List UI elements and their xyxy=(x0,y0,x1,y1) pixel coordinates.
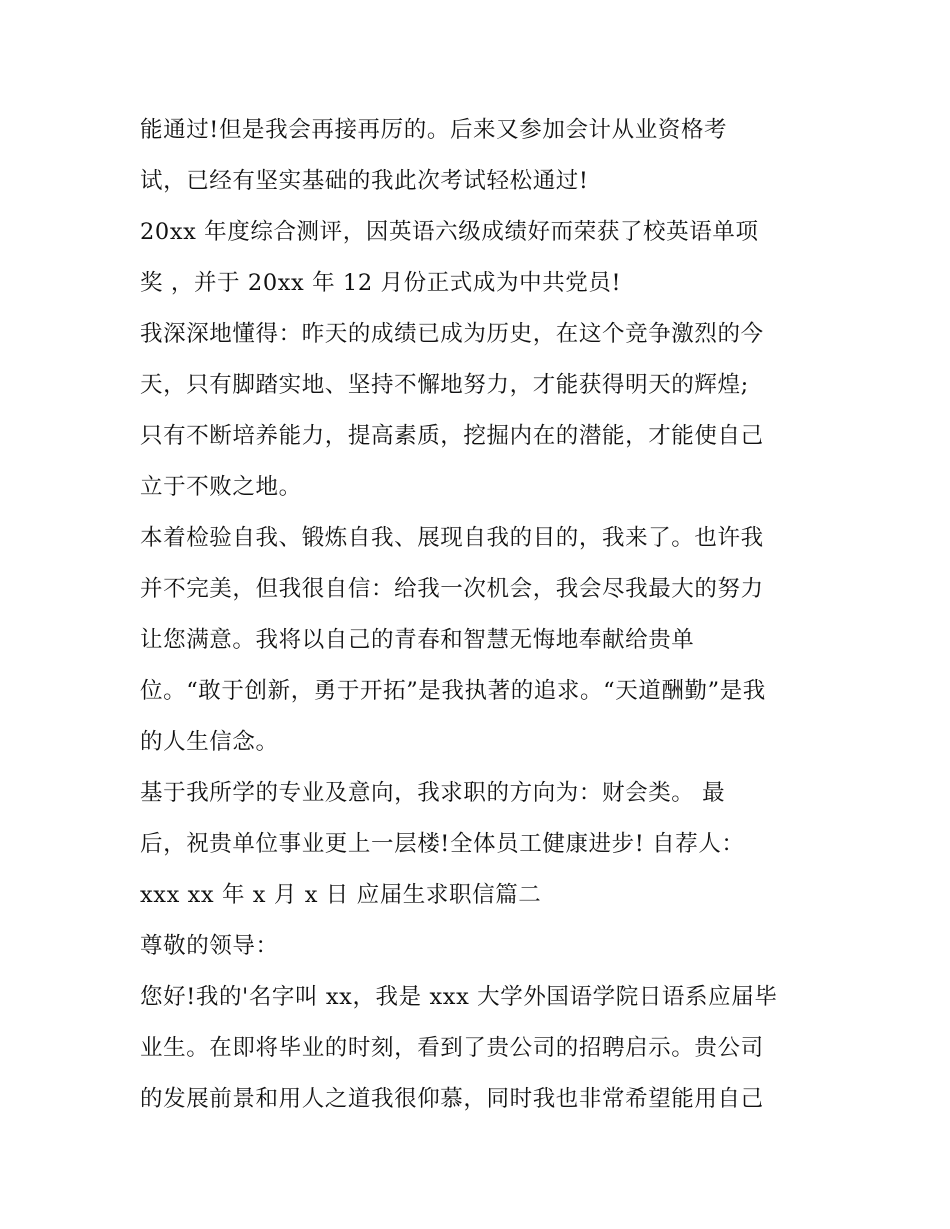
text-line: 位。“敢于创新，勇于开拓”是我执著的追求。“天道酬勤”是我 xyxy=(140,678,766,704)
text-line: 立于不败之地。 xyxy=(140,474,302,500)
text-line: 的人生信念。 xyxy=(140,729,279,755)
text-line: 尊敬的领导： xyxy=(140,933,279,959)
text-line: 试，已经有坚实基础的我此次考试轻松通过! xyxy=(140,168,589,194)
text-line: 基于我所学的专业及意向，我求职的方向为：财会类。 最 xyxy=(140,780,726,806)
text-line: 能通过!但是我会再接再厉的。后来又参加会计从业资格考 xyxy=(140,117,728,143)
text-line: 我深深地懂得：昨天的成绩已成为历史，在这个竞争激烈的今 xyxy=(140,321,764,347)
text-line: 让您满意。我将以自己的青春和智慧无悔地奉献给贵单 xyxy=(140,627,695,653)
text-line: xxx xx 年 x 月 x 日 应届生求职信篇二 xyxy=(140,882,542,908)
text-line: 的发展前景和用人之道我很仰慕，同时我也非常希望能用自己 xyxy=(140,1086,764,1112)
text-line: 天，只有脚踏实地、坚持不懈地努力，才能获得明天的辉煌; xyxy=(140,372,749,398)
text-line: 业生。在即将毕业的时刻，看到了贵公司的招聘启示。贵公司 xyxy=(140,1035,764,1061)
text-line: 20xx 年度综合测评，因英语六级成绩好而荣获了校英语单项 xyxy=(140,219,759,245)
text-line: 并不完美，但我很自信：给我一次机会，我会尽我最大的努力 xyxy=(140,576,764,602)
text-line: 本着检验自我、锻炼自我、展现自我的目的，我来了。也许我 xyxy=(140,525,764,551)
text-line: 奖 ，并于 20xx 年 12 月份正式成为中共党员! xyxy=(140,270,622,296)
text-line: 后，祝贵单位事业更上一层楼!全体员工健康进步! 自荐人： xyxy=(140,831,745,857)
text-line: 您好!我的'名字叫 xx，我是 xxx 大学外国语学院日语系应届毕 xyxy=(140,984,778,1010)
text-line: 只有不断培养能力，提高素质，挖掘内在的潜能，才能使自己 xyxy=(140,423,764,449)
